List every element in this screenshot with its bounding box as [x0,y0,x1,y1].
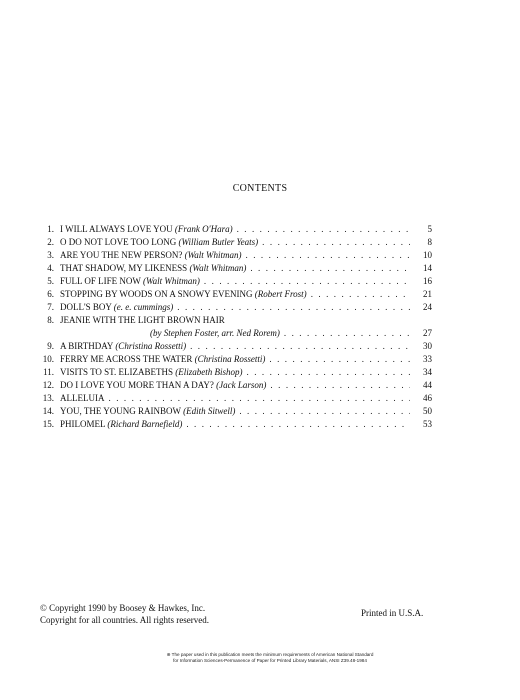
entry-title: O DO NOT LOVE TOO LONG (William Butler Yeats) [60,237,259,247]
entry-author: (Frank O'Hara) [174,224,233,234]
paper-notice-line-1: The paper used in this publication meets the minimum requirements of American National Standard [171,652,374,657]
dot-leader [250,262,410,275]
entry-number: 11. [43,367,54,377]
entry-number: 8. [47,315,54,325]
toc-entry-10 [22,353,432,366]
entry-title: YOU, THE YOUNG RAINBOW (Edith Sitwell) [60,406,236,416]
toc-entry-1 [22,223,432,236]
entry-title: A BIRTHDAY (Christina Rossetti) [60,341,187,351]
entry-title: PHILOMEL (Richard Barnefield) [60,419,183,429]
dot-leader [262,236,410,249]
dot-leader [204,275,410,288]
dot-leader [284,327,410,340]
page-title: CONTENTS [232,183,288,194]
entry-author: (Richard Barnefield) [107,419,183,429]
entry-author: (Christina Rossetti) [194,354,266,364]
entry-title: I WILL ALWAYS LOVE YOU (Frank O'Hara) [60,224,233,234]
entry-title: ALLELUIA [60,393,105,403]
entry-page: 5 [427,224,432,234]
dot-leader [311,288,410,301]
entry-author: (Robert Frost) [254,289,307,299]
entry-page: 33 [423,354,432,364]
entry-author: (Walt Whitman) [143,276,200,286]
entry-author: (Christina Rossetti) [115,341,187,351]
entry-page: 27 [423,328,432,338]
entry-page: 8 [427,237,432,247]
entry-page: 44 [423,380,432,390]
entry-number: 14. [42,406,54,416]
paper-notice-line-2: for Information Sciences-Permanence of Paper for Printed Library Materials, ANSI Z39.48-1984 [173,658,367,663]
entry-title: STOPPING BY WOODS ON A SNOWY EVENING (Robert Frost) [60,289,307,299]
toc-entry-8 [22,314,432,340]
entry-page: 34 [423,367,432,377]
entry-page: 24 [423,302,432,312]
entry-number: 9. [47,341,54,351]
dot-leader [247,366,410,379]
entry-author: (by Stephen Foster, arr. Ned Rorem) [150,328,280,338]
toc-entry-11 [22,366,432,379]
entry-author: (Walt Whitman) [184,250,242,260]
dot-leader [109,392,411,405]
entry-number: 5. [47,276,54,286]
entry-title: DOLL'S BOY (e. e. cummings) [60,302,174,312]
toc-entry-7 [22,301,432,314]
dot-leader [270,379,410,392]
entry-author: (Elizabeth Bishop) [175,367,243,377]
entry-number: 3. [47,250,54,260]
entry-title: FERRY ME ACROSS THE WATER (Christina Rossetti) [60,354,266,364]
entry-page: 16 [423,276,432,286]
copyright-line-2: Copyright for all countries. All rights reserved. [40,615,209,625]
dot-leader [186,418,410,431]
entry-title: FULL OF LIFE NOW (Walt Whitman) [60,276,200,286]
entry-author: (Walt Whitman) [189,263,247,273]
entry-page: 30 [423,341,432,351]
toc-entry-3 [22,249,432,262]
entry-page: 14 [423,263,432,273]
recycle-icon: ⊛ [166,652,171,657]
dot-leader [237,223,410,236]
entry-title: THAT SHADOW, MY LIKENESS (Walt Whitman) [60,263,247,273]
entry-author: (Jack Larson) [216,380,267,390]
entry-author: (e. e. cummings) [113,302,174,312]
entry-title: JEANIE WITH THE LIGHT BROWN HAIR [60,315,225,325]
entry-page: 50 [423,406,432,416]
toc-entry-2 [22,236,432,249]
copyright-line-1: © Copyright 1990 by Boosey & Hawkes, Inc. [40,603,206,613]
entry-page: 46 [423,393,432,403]
entry-author: (Edith Sitwell) [183,406,236,416]
entry-title: VISITS TO ST. ELIZABETHS (Elizabeth Bishop) [60,367,243,377]
toc-entry-5 [22,275,432,288]
toc-entry-15 [22,418,432,431]
toc-entry-14 [22,405,432,418]
copyright-notice [40,602,209,626]
entry-title: DO I LOVE YOU MORE THAN A DAY? (Jack Larson) [60,380,267,390]
dot-leader [239,405,410,418]
table-of-contents [22,223,432,431]
dot-leader [177,301,410,314]
entry-number: 6. [47,289,54,299]
entry-number: 2. [47,237,54,247]
printed-in-label: Printed in U.S.A. [361,608,424,618]
entry-page: 10 [423,250,432,260]
entry-author: (William Butler Yeats) [178,237,259,247]
entry-number: 15. [42,419,54,429]
dot-leader [246,249,410,262]
entry-page: 53 [423,419,432,429]
entry-number: 12. [42,380,54,390]
dot-leader [269,353,410,366]
dot-leader [190,340,410,353]
toc-entry-6 [22,288,432,301]
entry-number: 13. [42,393,54,403]
entry-number: 4. [47,263,54,273]
entry-page: 21 [423,289,432,299]
entry-number: 10. [42,354,54,364]
entry-title: ARE YOU THE NEW PERSON? (Walt Whitman) [60,250,242,260]
toc-entry-4 [22,262,432,275]
entry-number: 1. [47,224,54,234]
toc-entry-12 [22,379,432,392]
paper-standard-notice [150,652,390,664]
toc-entry-9 [22,340,432,353]
toc-entry-13 [22,392,432,405]
entry-number: 7. [47,302,54,312]
